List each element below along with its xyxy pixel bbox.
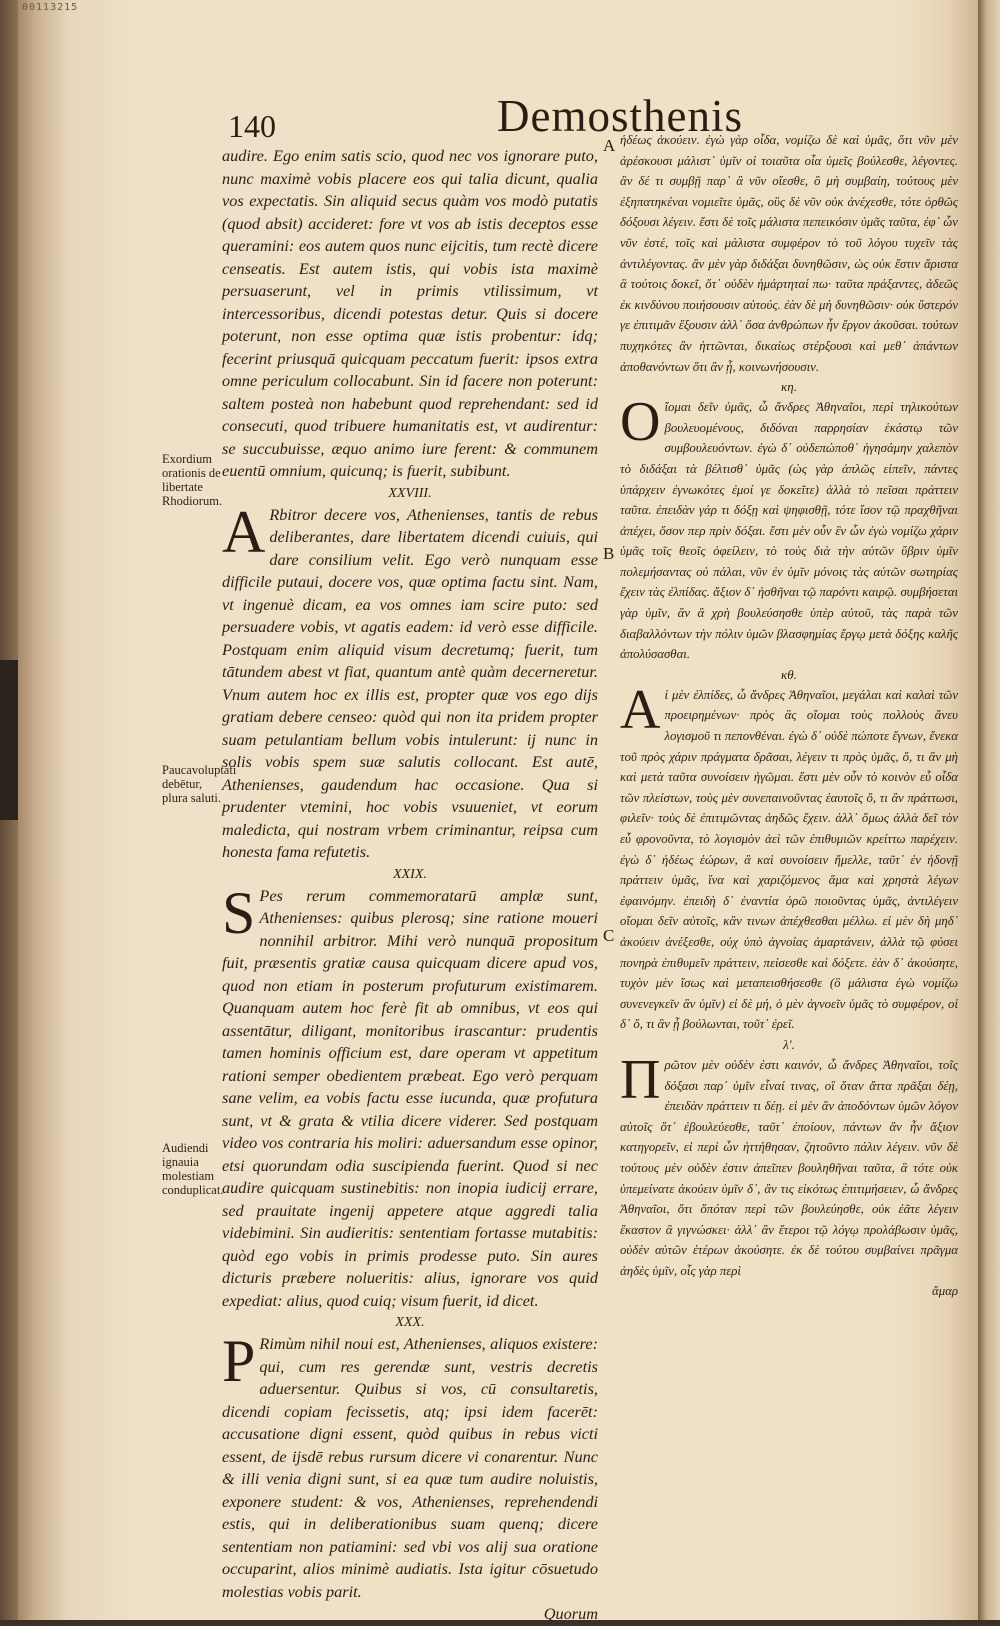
latin-catchword: Quorum [543, 1604, 598, 1623]
latin-section-30 [222, 1328, 598, 1603]
drop-cap-s: S [222, 879, 256, 946]
latin-section-30-text: Rimùm nihil noui est, Athenienses, aliquos existere: qui, cum res gerendæ sunt, vestris decretis aduersentur. Quibus si vos, cū consultaretis, dicendi copiam fecissetis, atq; ipsi idem facerēt: accusatione digni essent, quòd quibus in rebus victi essent, de ijsdē rebus rursum dicere vi conarentur. Nunc & illi venia digni sunt, si ea quæ tum audire noluistis, exponere student: & vos, Athenienses, reprehendendi estis, qui in deliberationibus suam quenq; dicere sententiam non patiamini: sed vbi vos alij sua oratione occuparint, alios minimè audiatis. Ista igitur cōsuetudo molestias vobis parit. [222, 1334, 598, 1601]
drop-cap-omicron: O [620, 391, 661, 454]
latin-section-29-title: XXIX. [393, 866, 427, 882]
greek-section-28-text: ἴομαι δεῖν ὑμᾶς, ὦ ἄνδρες Ἀθηναῖοι, περὶ τηλικούτων βουλευομένους, διδόναι παρρησίαν ἑκάστῳ τῶν συμβουλευόντων. ἐγὼ δ᾽ οὐδεπώποθ᾽ ἡγησάμην χαλεπὸν τὸ διδάξαι τὰ βέλτισθ᾽ ὑμᾶς (ὡς γὰρ ἁπλῶς εἰπεῖν, πάντες ὑπάρχειν ἐγνωκότες ἐμοί γε δοκεῖτε) ἀλλὰ τὸ πεῖσαι πράττειν ταῦτα. ἐπειδὰν γάρ τι δόξῃ καὶ ψηφισθῇ, τότε ἴσον τῷ πραχθῆναι ἀπέχει, ὅσον περ πρὶν δόξαι. ἔστι μὲν οὖν ἓν ὧν ἐγὼ νομίζω χάριν ὑμᾶς τοῖς θεοῖς ὀφείλειν, τὸ τοὺς διὰ τὴν αὑτῶν ὕβριν ὑμῖν πολεμήσαντας οὐ πάλαι, νῦν ἐν ὑμῖν μόνοις τὰς αὑτῶν σωτηρίας ἔχειν τὰς ἐλπίδας. ἄξιον δ᾽ ἡσθῆναι τῷ παρόντι καιρῷ. συμβήσεται γὰρ ὑμῖν, ἂν ἃ χρὴ βουλεύσησθε ὑπὲρ αὐτοῦ, τὰς παρὰ τῶν διαβαλλόντων τὴν πόλιν ὑμῶν βλασφημίας ἔργῳ μετὰ δόξης καλῆς ἀπολύσασθαι. [620, 400, 958, 662]
margin-letter-c: C [603, 926, 615, 945]
catalog-number: 00113215 [22, 2, 79, 13]
greek-section-30 [620, 1048, 958, 1282]
drop-cap-pi: Π [620, 1048, 661, 1111]
greek-section-29 [620, 678, 958, 1035]
greek-section-28-title: κη. [781, 379, 797, 395]
marginal-note-voluptas: Paucavoluptati debētur, plura saluti. [162, 763, 237, 805]
facing-page-edge [978, 0, 1000, 1620]
running-head: Demosthenis [497, 91, 743, 141]
greek-section-29-title: κθ. [781, 666, 797, 682]
drop-cap-alpha: A [620, 678, 661, 741]
latin-section-28-title: XXVIII. [388, 485, 432, 501]
drop-cap-p: P [222, 1328, 256, 1394]
marginal-note-ignauia: Audiendi ignauia molestiam conduplicat. [162, 1141, 224, 1197]
latin-section-30-title: XXX. [395, 1315, 425, 1330]
page-number: 140 [228, 108, 276, 144]
greek-column [620, 130, 958, 1302]
greek-section-30-text: ρῶτον μὲν οὐδὲν ἐστι καινόν, ὦ ἄνδρες Ἀθηναῖοι, τοῖς δόξασι παρ᾽ ὑμῖν εἶναί τινας, οἳ ὅταν ἄττα πρᾶξαι δέῃ, ἐπειδὰν πράττειν τι δέῃ. εἰ μὲν ἂν ἀποδόντων ὑμῶν λόγον αὐτοῖς ὅτ᾽ ἐβουλεύεσθε, ταῦτ᾽ ἐποίουν, πάντων ἂν ἦν ἄξιον κατηγορεῖν, εἰ περὶ ὧν ἡττήθησαν, ζητοῦντο πάλιν λέγειν. νῦν δὲ τούτους μὲν οὐδὲν ἐστιν ἀπεῖπεν βουληθῆναι ταῦτα, ἃ τότε οὐκ ὑπεμείνατε ἀκούειν ὑμῖν δ᾽, ἂν τις εἰκότως ἐπιτιμήσειεν, ὦ ἄνδρες Ἀθηναῖοι, ὅτι ὅπόταν περὶ τῶν βουλεύησθε, οὐκ ἐᾶτε λέγειν ἕκαστον ἃ γιγνώσκει· ἀλλ᾽ ἂν ἕτεροι τῷ λόγῳ προλάβωσιν ὑμᾶς, οὐδὲν αὐτῶν ἑτέρων ἀκούσητε. ἐκ δὲ τούτου συμβαίνει πρᾶγμα ἀηδὲς ὑμῖν, οἷς γὰρ περὶ [620, 1057, 958, 1278]
latin-section-29-text: Pes rerum commemoratarū amplæ sunt, Athenienses: quibus plerosq; sine ratione moueri nonnihil arbitror. Mihi verò nunquā propositum fuit, præsentis gratiæ causa quicquam dicere apud vos, quod non etiam in posterum profuturum existimarem. Quanquam autem hoc ferè fit ab omnibus, vt eos qui assentātur, diligant, monitoribus irascantur: prudentis tamen hominis officium est, dare operam vt appetitum rationi semper obedientem præbeat. Ego verò perquam sane velim, ea vobis factu esse iucunda, quæ profutura sunt, vt & grata & vtilia dicere viderer. Sed postquam video vos contraria his moliri: aduersandum esse opinor, etsi quorundam odia suscipienda fuerint. Quod si nec audire quicquam sustinebitis: non inopia iudicij errare, sed prauitate ingenij appetere atque aggredi talia videbimini. Sin audieritis: sententiam fortasse mutabitis: quòd ego vobis in primis prodesse puto. Sin aures dicturis præbere nolueritis: alius, ignorare vos quid expediat: alius, quod cuiq; visum fuerit, id dicet. [222, 885, 598, 1310]
greek-section-30-title: λ'. [783, 1036, 795, 1052]
latin-section-28 [222, 498, 598, 864]
drop-cap-a: A [222, 498, 266, 565]
marginal-note-exordium: Exordium orationis de libertate Rhodiorum. [162, 452, 223, 508]
greek-intro: ἡδέως ἀκούειν. ἐγὼ γὰρ οἶδα, νομίζω δὲ καὶ ὑμᾶς, ὅτι νῦν μὲν ἀρέσκουσι μάλιστ᾽ ὑμῖν οἱ τοιαῦτα οἷα ὑμεῖς βούλεσθε, λέγοντες. ἂν δέ τι συμβῇ παρ᾽ ἃ νῦν οἴεσθε, ὃ μὴ συμβαίη, τούτους μὲν ἐξηπατηκέναι νομιεῖτε ὑμᾶς, οὓς δὲ νῦν οὐκ ἀνέχεσθε, τότε ὀρθῶς δόξουσι λέγειν. ἔστι δὲ τοῖς μάλιστα πεπεικόσιν ὑμᾶς ταῦτα, ἐφ᾽ ὧν νῦν ἐστέ, τοῖς καὶ μάλιστα συμφέρον τὸ τοῦ λόγου τυχεῖν τὰς ἀντιλέγοντας. ἂν μὲν γὰρ διδάξαι δυνηθῶσιν, ὡς οὐκ ἔστιν ἄριστα ἃ τούτοις δοκεῖ, ὅτ᾽ οὐδὲν ἡμάρτηταί πω· ταῦτα πράξαντες, ἀδεῶς ἐκ κινδύνου ποιήσουσιν αὑτούς. ἐὰν δὲ μὴ δυνηθῶσιν· οὐκ ὕστερόν γε ἐπιτιμᾶν ἕξουσιν ἀλλ᾽ ὅσα ἀνθρώπων ἦν ἔργον ἀκοῦσαι. τούτων πυχηκότες ἂν ἡττῶνται, δικαίως στέρξουσι καὶ μεθ᾽ ἁπάντων ἀποθανόντων ὅτι ἂν ᾖ, κοινωνήσουσιν. [620, 133, 958, 374]
latin-section-29 [222, 879, 598, 1313]
margin-letter-b: B [603, 544, 615, 563]
latin-section-28-text: Rbitror decere vos, Athenienses, tantis de rebus deliberantes, dare libertatem dicendi cuiuis, qui dare consilium velit. Ego verò nunquam esse difficile putaui, docere vos, quæ optima factu sint. Nam, vt ingenuè dicam, ea vos omnes iam scire puto: sed persuadere vobis, vt agatis eadem: id verò esse difficile. Postquam enim aliquid visum decretumq; fuerit, tum tātundem abest vt fiat, quantum antè quàm decerneretur. Vnum autem hoc ex illis est, propter quæ vos ego dijs gratiam debere censeo: quòd qui non ita pridem propter suam petulantiam bellum vobis intulerunt: ij nunc in solis vobis spem suæ salutis collocant. Est autē, Athenienses, gaudendum hac occasione. Qua si prudenter vtemini, hoc vobis vsuueniet, vt eorum maledicta, qui nostram vrbem criminantur, reipsa cum honesta fama refutetis. [222, 504, 598, 861]
greek-section-29-text: ἱ μὲν ἐλπίδες, ὦ ἄνδρες Ἀθηναῖοι, μεγάλαι καὶ καλαὶ τῶν προειρημένων· πρὸς ἃς οἴομαι τοὺς πολλοὺς ἄνευ λογισμοῦ τι πεπονθέναι. ἐγὼ δ᾽ οὐδὲ πώποτε ἔγνων, ἕνεκα τοῦ πρὸς χάριν πράγματα δρᾶσαι, λέγειν τι πρὸς ὑμᾶς, ὅ, τι ἂν μὴ καὶ μετὰ ταῦτα συνοίσειν ἡγῶμαι. ἔστι μὲν οὖν τὸ κοινὸν εὖ οἶδα τῶν πλείστων, τοὺς μὲν συνεπαινοῦντας ἑαυτοῖς ὅ, τι ἂν πράττωσι, φιλεῖν· τοὺς δὲ ἐπιτιμῶντας ἀηδῶς ἔχειν. ἀλλ᾽ ὅμως ἀλλὰ δεῖ τὸν εὖ φρονοῦντα, τὸ λογισμὸν ἀεὶ τῶν ἐπιθυμιῶν κρείττω παρέχειν. ἐγὼ δ᾽ ἡδέως ἑώρων, ἃ καὶ συνοίσειν ἤμελλε, ταῦτ᾽ ἐν ἡδονῇ πράττειν ὑμᾶς, ἵνα καὶ χαριζόμενος ἅμα καὶ χρηστὰ λέγων ἐφαινόμην. ἐπειδὴ δ᾽ ἐναντία ὁρῶ ποιοῦντας ὑμᾶς, ἀντιλέγειν οἴομαι δεῖν αὐτοῖς, κἂν τινων ἀπέχθεσθαι μέλλω. εἰ μὲν δὴ μηδ᾽ ἀκούειν ἀνέξεσθε, οὐχ ὑπὸ ἀγνοίας ἁμαρτάνειν, ἀλλὰ τῷ φύσει πονηρὰ ἐπιθυμεῖν πράττειν, πείσεσθε καὶ δόξετε. ἐὰν δ᾽ ἀκούσητε, τυχὸν μὲν ἴσως καὶ μεταπεισθήσεσθε (ὃ μάλιστα ἐγὼ νομίζω συνενεγκεῖν ἂν ὑμῖν) εἰ δὲ μή, ὁ μὲν ἀγνοεῖν ὑμᾶς τὸ συμφέρον, οἱ δ᾽ ὅ, τι ἂν ᾖ βούλωνται, τοῦτ᾽ ἐρεῖ. [620, 687, 958, 1032]
latin-column [222, 145, 598, 1626]
latin-intro: audire. Ego enim satis scio, quod nec vos ignorare puto, nunc maximè vobis placere eos qui talia dicunt, qualia vos expectatis. Sin aliquid secus quàm vos modò putatis (quod absit) accideret: fore vt vos ab istis deceptos esse queramini: eos autem quos nunc eijcitis, tum rectè dicere censeatis. Est autem istis, qui vobis ista maximè persuaserunt, vel in primis vtilissimum, vt intercessoribus, dicendi potestas detur. Quis si docere poterunt, non esse optima quæ istis probentur: idq; fecerint priusquā quicquam peccatum fuerit: ipsos extra omne periculum collocabunt. Sin id facere non poterunt: saltem posteà non habebunt quod reprehendant: sed id consecuti, quod tribuere humanitatis est, vt audirentur: se succubuisse, æquo animo iure ferent: & communem euentū omnium, quicunq; is fuerit, subibunt. [222, 146, 598, 480]
greek-catchword: ἄμαρ [932, 1284, 958, 1299]
margin-letter-a: A [603, 136, 616, 155]
greek-section-28 [620, 391, 958, 665]
